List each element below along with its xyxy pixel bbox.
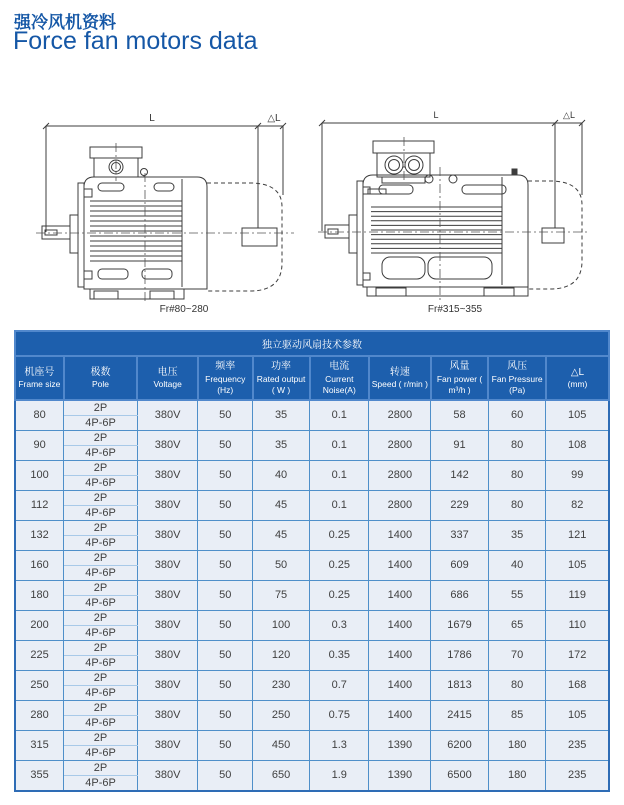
table-cell: 380V bbox=[137, 550, 198, 580]
table-row bbox=[15, 460, 609, 475]
table-cell: 229 bbox=[431, 490, 489, 520]
motor-drawing-fr315-355 bbox=[316, 103, 592, 315]
table-cell: 2P bbox=[64, 520, 138, 535]
table-cell: 2800 bbox=[369, 400, 431, 431]
table-cell: 0.25 bbox=[310, 520, 369, 550]
table-cell: 1400 bbox=[369, 550, 431, 580]
table-cell: 55 bbox=[488, 580, 546, 610]
column-header-8: 风压 Fan Pressure (Pa) bbox=[488, 356, 546, 400]
table-cell: 380V bbox=[137, 640, 198, 670]
table-cell: 2P bbox=[64, 580, 138, 595]
table-cell: 40 bbox=[253, 460, 310, 490]
table-cell: 50 bbox=[198, 730, 253, 760]
table-cell: 35 bbox=[488, 520, 546, 550]
table-cell: 50 bbox=[198, 610, 253, 640]
table-cell: 50 bbox=[198, 520, 253, 550]
table-cell: 80 bbox=[488, 430, 546, 460]
table-cell: 380V bbox=[137, 460, 198, 490]
figure-caption: Fr#80~280 bbox=[159, 304, 209, 315]
table-row bbox=[15, 610, 609, 625]
table-cell: 82 bbox=[546, 490, 609, 520]
table-cell: 380V bbox=[137, 400, 198, 431]
table-cell: 2P bbox=[64, 640, 138, 655]
table-cell: 0.1 bbox=[310, 430, 369, 460]
table-cell: 50 bbox=[198, 700, 253, 730]
table-cell: 180 bbox=[488, 730, 546, 760]
table-cell: 35 bbox=[253, 430, 310, 460]
table-cell: 4P-6P bbox=[64, 715, 138, 730]
table-cell: 110 bbox=[546, 610, 609, 640]
table-cell: 120 bbox=[253, 640, 310, 670]
table-cell: 235 bbox=[546, 730, 609, 760]
page-title-chinese: 强冷风机资料 bbox=[14, 13, 116, 32]
column-header-6: 转速 Speed ( r/min ) bbox=[369, 356, 431, 400]
table-cell: 650 bbox=[253, 760, 310, 791]
table-cell: 380V bbox=[137, 430, 198, 460]
table-row bbox=[15, 550, 609, 565]
table-cell: 65 bbox=[488, 610, 546, 640]
table-cell: 90 bbox=[15, 430, 64, 460]
table-cell: 0.25 bbox=[310, 550, 369, 580]
column-header-row bbox=[15, 356, 609, 400]
table-cell: 172 bbox=[546, 640, 609, 670]
column-header-9: △L (mm) bbox=[546, 356, 609, 400]
table-cell: 380V bbox=[137, 610, 198, 640]
column-header-7: 风量 Fan power ( m³/h ) bbox=[431, 356, 489, 400]
column-header-2: 电压 Voltage bbox=[137, 356, 198, 400]
table-cell: 1679 bbox=[431, 610, 489, 640]
table-cell: 50 bbox=[253, 550, 310, 580]
table-cell: 50 bbox=[198, 430, 253, 460]
table-cell: 380V bbox=[137, 670, 198, 700]
page-title-english: Force fan motors data bbox=[13, 27, 258, 55]
table-cell: 35 bbox=[253, 400, 310, 431]
table-cell: 0.25 bbox=[310, 580, 369, 610]
table-cell: 1390 bbox=[369, 730, 431, 760]
table-row bbox=[15, 700, 609, 715]
table-cell: 355 bbox=[15, 760, 64, 791]
table-cell: 45 bbox=[253, 490, 310, 520]
table-cell: 380V bbox=[137, 580, 198, 610]
table-cell: 4P-6P bbox=[64, 685, 138, 700]
table-cell: 50 bbox=[198, 670, 253, 700]
table-cell: 99 bbox=[546, 460, 609, 490]
table-cell: 40 bbox=[488, 550, 546, 580]
table-row bbox=[15, 430, 609, 445]
table-cell: 180 bbox=[488, 760, 546, 791]
table-cell: 0.75 bbox=[310, 700, 369, 730]
motor-drawing-fr80-280 bbox=[32, 103, 302, 315]
table-cell: 50 bbox=[198, 550, 253, 580]
table-cell: 4P-6P bbox=[64, 475, 138, 490]
table-cell: 108 bbox=[546, 430, 609, 460]
table-cell: 450 bbox=[253, 730, 310, 760]
table-cell: 121 bbox=[546, 520, 609, 550]
table-cell: 1813 bbox=[431, 670, 489, 700]
column-header-0: 机座号 Frame size bbox=[15, 356, 64, 400]
table-cell: 4P-6P bbox=[64, 595, 138, 610]
table-cell: 6200 bbox=[431, 730, 489, 760]
table-cell: 142 bbox=[431, 460, 489, 490]
table-cell: 4P-6P bbox=[64, 565, 138, 580]
table-cell: 1400 bbox=[369, 580, 431, 610]
table-row bbox=[15, 580, 609, 595]
table-cell: 132 bbox=[15, 520, 64, 550]
table-row bbox=[15, 670, 609, 685]
table-cell: 2P bbox=[64, 730, 138, 745]
table-cell: 50 bbox=[198, 460, 253, 490]
table-cell: 230 bbox=[253, 670, 310, 700]
table-cell: 168 bbox=[546, 670, 609, 700]
table-cell: 380V bbox=[137, 760, 198, 791]
table-cell: 4P-6P bbox=[64, 415, 138, 430]
table-cell: 80 bbox=[488, 490, 546, 520]
table-cell: 609 bbox=[431, 550, 489, 580]
table-cell: 105 bbox=[546, 400, 609, 431]
center-lines bbox=[318, 137, 588, 303]
dim-label-l: L bbox=[433, 110, 439, 120]
table-header bbox=[15, 331, 609, 400]
table-cell: 4P-6P bbox=[64, 625, 138, 640]
table-cell: 58 bbox=[431, 400, 489, 431]
dim-label-delta-l: △L bbox=[267, 113, 281, 124]
table-cell: 1400 bbox=[369, 700, 431, 730]
table-banner: 独立驱动风扇技术参数 bbox=[15, 331, 609, 356]
table-cell: 1.9 bbox=[310, 760, 369, 791]
table-cell: 180 bbox=[15, 580, 64, 610]
dim-label-delta-l: △L bbox=[563, 110, 575, 120]
table-cell: 91 bbox=[431, 430, 489, 460]
table-cell: 380V bbox=[137, 700, 198, 730]
column-header-4: 功率 Rated output ( W ) bbox=[253, 356, 310, 400]
table-cell: 80 bbox=[488, 460, 546, 490]
table-cell: 2P bbox=[64, 670, 138, 685]
table-cell: 2P bbox=[64, 460, 138, 475]
motor-table-body bbox=[15, 400, 609, 791]
motor-outline bbox=[325, 141, 564, 296]
table-cell: 4P-6P bbox=[64, 655, 138, 670]
table-cell: 60 bbox=[488, 400, 546, 431]
table-cell: 337 bbox=[431, 520, 489, 550]
table-row bbox=[15, 490, 609, 505]
fan-cowl-dashed bbox=[207, 183, 282, 291]
table-cell: 2800 bbox=[369, 490, 431, 520]
table-cell: 1400 bbox=[369, 640, 431, 670]
table-cell: 100 bbox=[253, 610, 310, 640]
table-cell: 80 bbox=[488, 670, 546, 700]
table-cell: 380V bbox=[137, 520, 198, 550]
table-cell: 85 bbox=[488, 700, 546, 730]
table-cell: 6500 bbox=[431, 760, 489, 791]
table-cell: 4P-6P bbox=[64, 505, 138, 520]
table-cell: 4P-6P bbox=[64, 445, 138, 460]
table-cell: 315 bbox=[15, 730, 64, 760]
table-cell: 2P bbox=[64, 400, 138, 416]
table-cell: 2P bbox=[64, 610, 138, 625]
table-cell: 2P bbox=[64, 430, 138, 445]
table-cell: 0.1 bbox=[310, 460, 369, 490]
table-cell: 280 bbox=[15, 700, 64, 730]
table-cell: 2P bbox=[64, 760, 138, 775]
table-cell: 1400 bbox=[369, 520, 431, 550]
table-cell: 200 bbox=[15, 610, 64, 640]
table-cell: 50 bbox=[198, 640, 253, 670]
table-cell: 80 bbox=[15, 400, 64, 431]
table-cell: 4P-6P bbox=[64, 535, 138, 550]
dim-label-l: L bbox=[149, 113, 155, 124]
table-cell: 70 bbox=[488, 640, 546, 670]
table-cell: 1400 bbox=[369, 610, 431, 640]
table-row bbox=[15, 640, 609, 655]
table-cell: 686 bbox=[431, 580, 489, 610]
table-cell: 225 bbox=[15, 640, 64, 670]
table-cell: 0.1 bbox=[310, 490, 369, 520]
table-cell: 380V bbox=[137, 730, 198, 760]
table-cell: 1.3 bbox=[310, 730, 369, 760]
column-header-5: 电流 Current Noise(A) bbox=[310, 356, 369, 400]
table-cell: 0.35 bbox=[310, 640, 369, 670]
table-cell: 235 bbox=[546, 760, 609, 791]
table-cell: 2P bbox=[64, 490, 138, 505]
table-cell: 50 bbox=[198, 580, 253, 610]
column-header-1: 极数 Pole bbox=[64, 356, 138, 400]
table-cell: 105 bbox=[546, 550, 609, 580]
table-cell: 0.3 bbox=[310, 610, 369, 640]
table-cell: 1400 bbox=[369, 670, 431, 700]
table-cell: 100 bbox=[15, 460, 64, 490]
figure-caption: Fr#315~355 bbox=[427, 304, 483, 315]
table-cell: 380V bbox=[137, 490, 198, 520]
table-cell: 160 bbox=[15, 550, 64, 580]
table-cell: 1786 bbox=[431, 640, 489, 670]
table-cell: 75 bbox=[253, 580, 310, 610]
table-cell: 105 bbox=[546, 700, 609, 730]
table-cell: 2800 bbox=[369, 460, 431, 490]
table-cell: 0.1 bbox=[310, 400, 369, 431]
table-cell: 50 bbox=[198, 490, 253, 520]
table-cell: 4P-6P bbox=[64, 745, 138, 760]
table-cell: 250 bbox=[15, 670, 64, 700]
table-cell: 0.7 bbox=[310, 670, 369, 700]
table-row bbox=[15, 520, 609, 535]
table-cell: 2P bbox=[64, 700, 138, 715]
table-cell: 1390 bbox=[369, 760, 431, 791]
table-cell: 2415 bbox=[431, 700, 489, 730]
table-row bbox=[15, 400, 609, 416]
motor-outline bbox=[42, 147, 277, 299]
table-cell: 250 bbox=[253, 700, 310, 730]
banner-row bbox=[15, 331, 609, 356]
table-row bbox=[15, 760, 609, 775]
table-cell: 50 bbox=[198, 760, 253, 791]
column-header-3: 频率 Frequency (Hz) bbox=[198, 356, 253, 400]
table-cell: 50 bbox=[198, 400, 253, 431]
table-cell: 112 bbox=[15, 490, 64, 520]
table-cell: 2P bbox=[64, 550, 138, 565]
fan-motor-data-table bbox=[14, 330, 610, 792]
table-cell: 2800 bbox=[369, 430, 431, 460]
table-cell: 45 bbox=[253, 520, 310, 550]
table-row bbox=[15, 730, 609, 745]
table-cell: 4P-6P bbox=[64, 775, 138, 791]
table-cell: 119 bbox=[546, 580, 609, 610]
